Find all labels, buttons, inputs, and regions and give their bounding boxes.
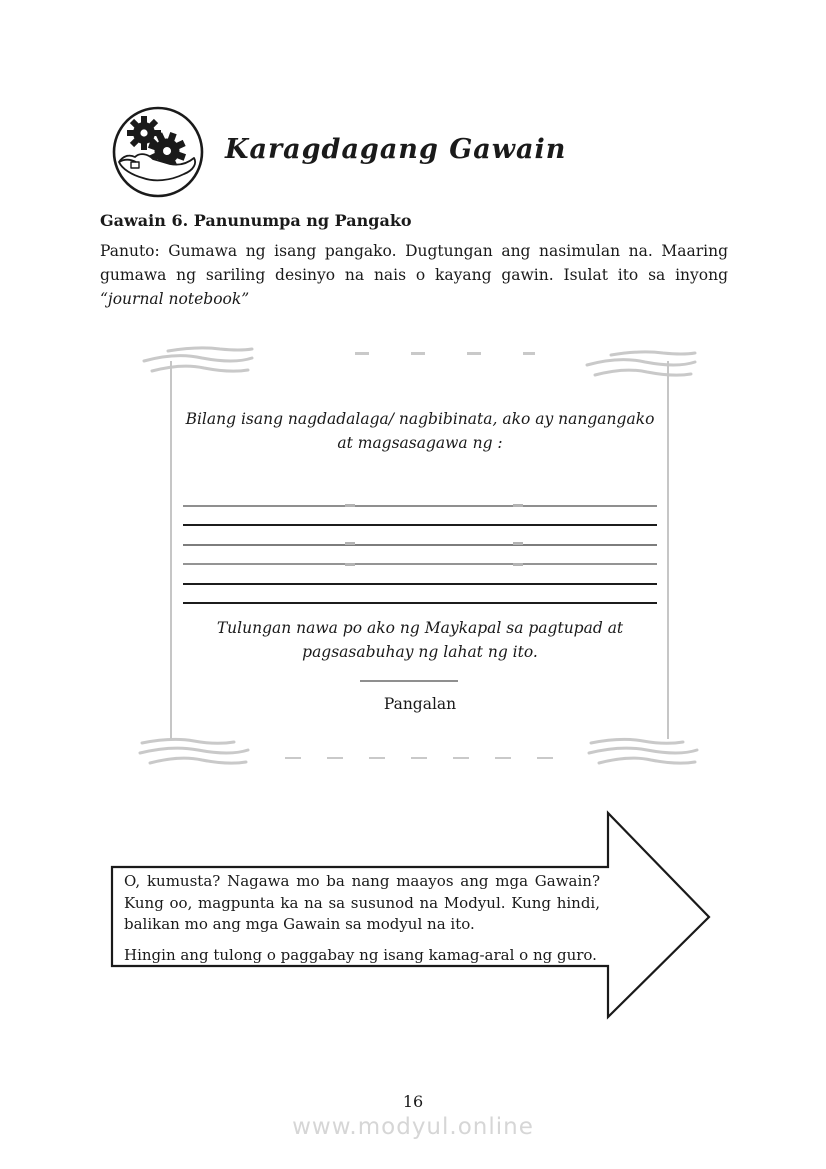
arrow-callout-text (124, 871, 600, 966)
scroll-left-edge (170, 361, 172, 739)
name-label: Pangalan (383, 695, 457, 713)
page-title: Karagdagang Gawain (225, 134, 567, 165)
gears-on-hand-icon (110, 104, 206, 200)
activity-heading: Gawain 6. Panunumpa ng Pangako (100, 211, 412, 230)
pledge-opening-text: Bilang isang nagdadalaga/ nagbibinata, ako ay nangangako at magsasagawa ng : (185, 410, 655, 452)
scroll-curl-top-right-icon (583, 347, 698, 387)
watermark: www.modyul.online (292, 1114, 534, 1140)
blank-writing-line (183, 544, 657, 546)
arrow-paragraph-1: O, kumusta? Nagawa mo ba nang maayos ang mga Gawain? Kung oo, magpunta ka na sa susunod na Modyul. Kung hindi, balikan mo ang mga Gawain sa modyul na ito. (124, 872, 600, 933)
stray-mark (345, 542, 355, 545)
scroll-top-dashed-edge (355, 352, 535, 355)
stray-mark (513, 542, 523, 545)
blank-lines (183, 505, 657, 621)
stray-mark (513, 563, 523, 566)
blank-writing-line (183, 583, 657, 585)
instructions-main: Panuto: Gumawa ng isang pangako. Dugtungan ang nasimulan na. Maaring gumawa ng sariling desinyo na nais o kayang gawin. Isulat ito sa inyong (100, 242, 728, 284)
stray-mark (513, 504, 523, 507)
arrow-paragraph-2: Hingin ang tulong o paggabay ng isang kamag-aral o ng guro. (124, 945, 597, 964)
blank-writing-line (183, 524, 657, 526)
stray-mark (345, 563, 355, 566)
blank-writing-line (183, 602, 657, 604)
activity-instructions (100, 239, 728, 311)
pledge-scroll-frame (140, 343, 688, 775)
blank-writing-line (183, 505, 657, 507)
scroll-curl-top-left-icon (140, 343, 255, 383)
scroll-right-edge (667, 361, 669, 739)
scroll-bottom-dashed-edge (285, 757, 567, 759)
scroll-curl-bottom-left-icon (136, 733, 251, 773)
stray-mark (345, 504, 355, 507)
scroll-curl-bottom-right-icon (585, 733, 700, 773)
instructions-italic: “journal notebook” (100, 290, 250, 308)
pledge-closing-text: Tulungan nawa po ako ng Maykapal sa pagtupad at pagsasabuhay ng lahat ng ito. (216, 619, 624, 661)
page-number: 16 (402, 1092, 424, 1111)
signature-line (360, 680, 458, 682)
blank-writing-line (183, 563, 657, 565)
